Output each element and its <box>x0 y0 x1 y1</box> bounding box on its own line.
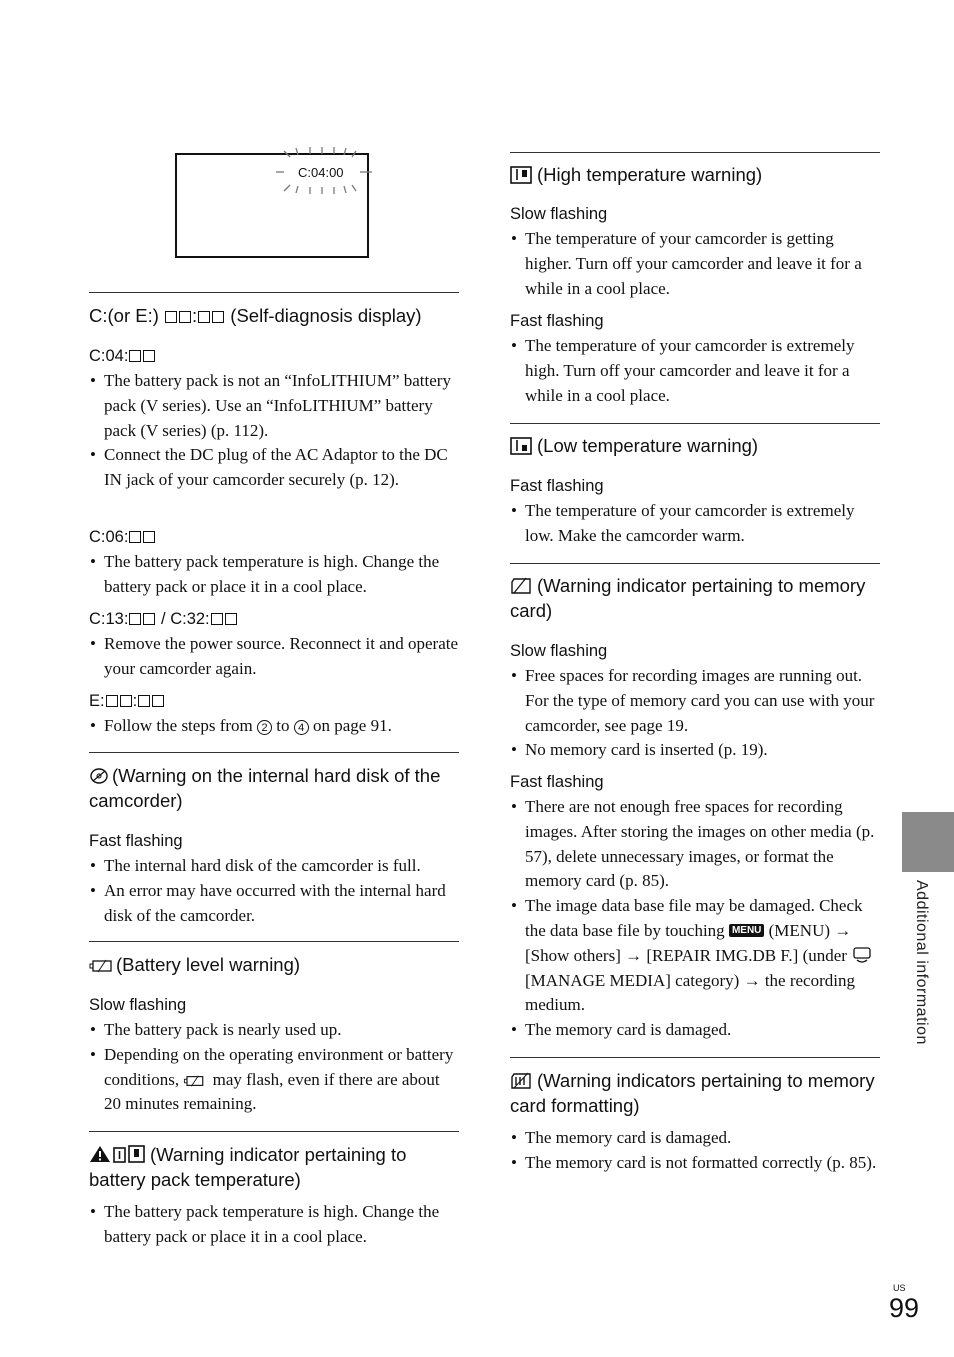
self-diagnosis-heading: C:(or E:) : (Self-diagnosis display) <box>89 305 422 326</box>
battery-list <box>89 1018 459 1117</box>
low-temperature-icon <box>510 437 534 455</box>
section-tab-label: Additional information <box>913 880 930 1045</box>
code-e-list <box>89 714 459 739</box>
list-item: • No memory card is inserted (p. 19). <box>510 738 880 763</box>
list-item: • The image data base file may be damaged. Check the data base file by touching MENU (MENU) → [Show others] → [REPAIR IMG.DB F.] (under [MANAGE MEDIA] category) → the recording medium. <box>510 894 880 1018</box>
list-item: • Remove the power source. Reconnect it and operate your camcorder again. <box>89 632 459 682</box>
hdd-list <box>89 854 459 928</box>
memory-card-sub-fast: Fast flashing <box>510 773 604 791</box>
step-number-icon: 2 <box>257 720 272 735</box>
hdd-warning-heading: (Warning on the internal hard disk of the camcorder) <box>89 765 441 811</box>
list-item: • The temperature of your camcorder is extremely low. Make the camcorder warm. <box>510 499 880 549</box>
memory-card-sub-slow: Slow flashing <box>510 642 608 660</box>
section-divider <box>510 1057 880 1058</box>
code-c06-list <box>89 550 459 600</box>
high-temp-slow-list <box>510 227 880 301</box>
section-divider <box>89 1131 459 1132</box>
low-temp-list <box>510 499 880 549</box>
section-divider <box>89 941 459 942</box>
list-item: • The memory card is damaged. <box>510 1126 880 1151</box>
step-number-icon: 4 <box>294 720 309 735</box>
list-item: • Follow the steps from 2 to 4 on page 91. <box>89 714 459 739</box>
low-temp-sub-fast: Fast flashing <box>510 477 604 495</box>
section-divider <box>510 152 880 153</box>
section-tab <box>902 812 954 872</box>
low-temp-heading: (Low temperature warning) <box>510 434 880 459</box>
list-item: • The temperature of your camcorder is getting higher. Turn off your camcorder and leave it for a while in a cool place. <box>510 227 880 301</box>
list-item: • Depending on the operating environment or battery conditions, may flash, even if there are about 20 minutes remaining. <box>89 1043 459 1117</box>
list-item: • An error may have occurred with the internal hard disk of the camcorder. <box>89 879 459 929</box>
battery-temp-list <box>89 1200 459 1250</box>
memory-format-heading: (Warning indicators pertaining to memory card formatting) <box>510 1070 875 1116</box>
list-item: • Free spaces for recording images are running out. For the type of memory card you can use with your camcorder, see page 19. <box>510 664 880 738</box>
code-c04-label: C:04: <box>89 345 459 367</box>
list-item: • The memory card is damaged. <box>510 1018 880 1043</box>
hdd-sub-fast: Fast flashing <box>89 832 183 850</box>
list-item: • The battery pack temperature is high. Change the battery pack or place it in a cool place. <box>89 550 459 600</box>
high-temp-fast-list <box>510 334 880 408</box>
list-item: • The battery pack is not an “InfoLITHIUM” battery pack (V series). Use an “InfoLITHIUM” battery pack (V series) (p. 112). <box>89 369 459 443</box>
list-item: • The battery pack is nearly used up. <box>89 1018 459 1043</box>
memory-card-slow-list <box>510 664 880 763</box>
battery-temp-heading: (Warning indicator pertaining to battery pack temperature) <box>89 1144 407 1190</box>
section-divider <box>510 563 880 564</box>
high-temp-sub-fast: Fast flashing <box>510 312 604 330</box>
arrow-icon: → <box>834 920 852 940</box>
high-temp-heading: (High temperature warning) <box>510 163 880 188</box>
battery-low-icon <box>89 958 113 974</box>
memory-card-warning-icon <box>510 577 534 595</box>
list-item: • The temperature of your camcorder is extremely high. Turn off your camcorder and leave it for a while in a cool place. <box>510 334 880 408</box>
manage-media-icon <box>851 946 873 964</box>
list-item: • The internal hard disk of the camcorder is full. <box>89 854 459 879</box>
section-divider <box>89 752 459 753</box>
battery-sub-slow: Slow flashing <box>89 996 187 1014</box>
code-c04-list <box>89 369 459 493</box>
code-e-label: E: : <box>89 690 459 712</box>
menu-badge-icon: MENU <box>729 924 764 937</box>
lcd-code-text: C:04:00 <box>298 165 344 180</box>
hard-disk-warning-icon <box>89 767 109 785</box>
list-item: • The memory card is not formatted correctly (p. 85). <box>510 1151 880 1176</box>
battery-warning-heading: (Battery level warning) <box>89 953 459 978</box>
heading-suffix: (Self-diagnosis display) <box>225 305 422 326</box>
high-temp-sub-slow: Slow flashing <box>510 205 608 223</box>
list-item: • There are not enough free spaces for recording images. After storing the images on other media (p. 57), delete unnecessary images, or format the memory card (p. 85). <box>510 795 880 894</box>
memory-card-format-icon <box>510 1072 534 1090</box>
memory-card-fast-list <box>510 795 880 1043</box>
memory-format-list <box>510 1126 880 1176</box>
battery-low-icon <box>183 1074 205 1088</box>
code-c13-label: C:13: / C:32: <box>89 608 459 630</box>
high-temperature-icon <box>510 166 534 184</box>
region-code: US <box>893 1283 906 1293</box>
battery-temperature-warning-icon <box>89 1144 147 1164</box>
arrow-icon: → <box>743 970 761 990</box>
memory-card-heading: (Warning indicator pertaining to memory card) <box>510 575 866 621</box>
list-item: • Connect the DC plug of the AC Adaptor to the DC IN jack of your camcorder securely (p. 12). <box>89 443 459 493</box>
code-c06-label: C:06: <box>89 526 459 548</box>
code-c13-list <box>89 632 459 682</box>
arrow-icon: → <box>625 945 643 965</box>
heading-prefix: C:(or E:) <box>89 305 165 326</box>
section-divider <box>510 423 880 424</box>
list-item: • The battery pack temperature is high. Change the battery pack or place it in a cool place. <box>89 1200 459 1250</box>
section-divider <box>89 292 459 293</box>
page-number: 99 <box>889 1293 920 1323</box>
